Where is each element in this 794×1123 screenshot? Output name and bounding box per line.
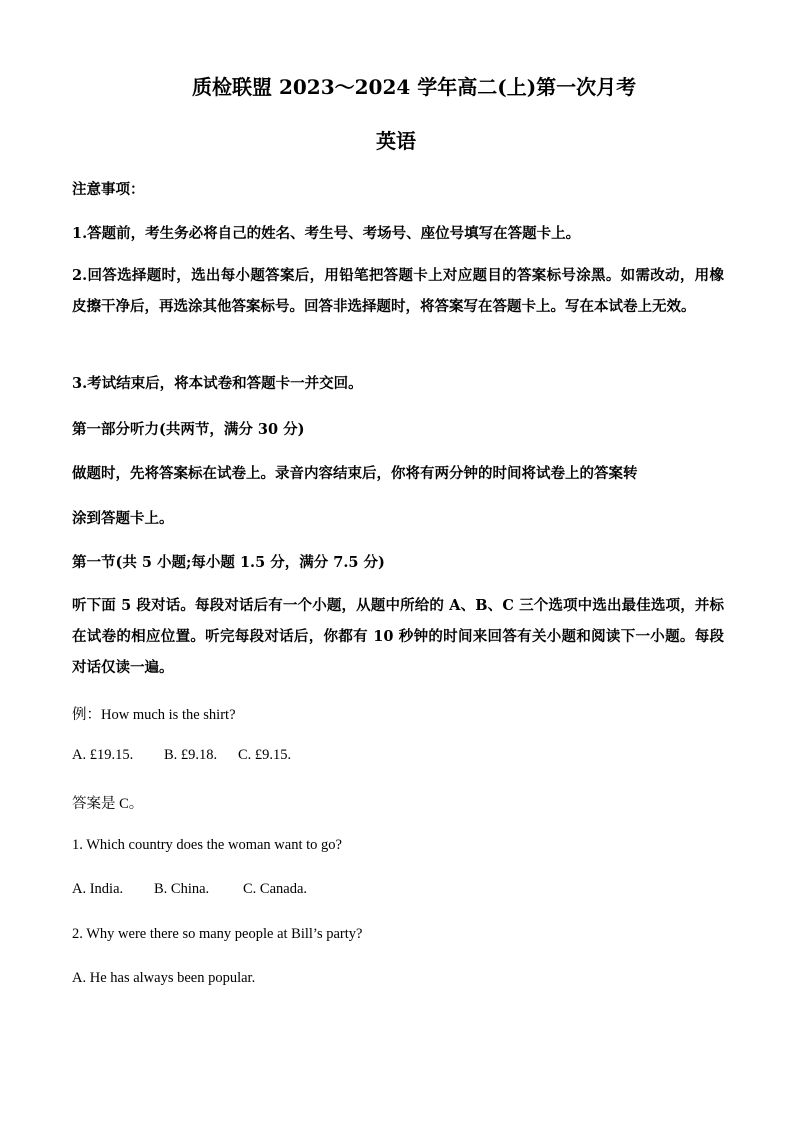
question-2-option-a: A. He has always been popular.: [72, 970, 256, 986]
part1-instruction-line1: 做题时，先将答案标在试卷上。录音内容结束后，你将有两分钟的时间将试卷上的答案转: [72, 465, 638, 482]
question-1-option-a: A. India.: [72, 881, 124, 897]
notice-item-1: 1.答题前，考生务必将自己的姓名、考生号、考场号、座位号填写在答题卡上。: [72, 225, 581, 242]
question-1: 1. Which country does the woman want to go?: [72, 837, 342, 853]
subject-title: 英语: [376, 129, 416, 153]
part1-instruction-line2: 涂到答题卡上。: [72, 510, 174, 527]
example-answer: 答案是 C。: [72, 796, 144, 812]
part1-heading: 第一部分听力(共两节，满分 30 分): [72, 421, 305, 438]
example-option-b: B. £9.18.: [164, 747, 218, 763]
example-option-c: C. £9.15.: [238, 747, 292, 763]
notice-item-3: 3.考试结束后，将本试卷和答题卡一并交回。: [72, 375, 363, 392]
question-1-option-c: C. Canada.: [243, 881, 308, 897]
example-question: 例：How much is the shirt?: [72, 707, 236, 723]
example-option-a: A. £19.15.: [72, 747, 134, 763]
exam-title: 质检联盟 2023～2024 学年高二(上)第一次月考: [192, 75, 637, 99]
question-1-option-b: B. China.: [154, 881, 210, 897]
section1-heading: 第一节(共 5 小题;每小题 1.5 分，满分 7.5 分): [72, 554, 385, 571]
notice-item-2: 2.回答选择题时，选出每小题答案后，用铅笔把答题卡上对应题目的答案标号涂黑。如需改动，用橡皮擦干净后，再选涂其他答案标号。回答非选择题时，将答案写在答题卡上。写在本试卷上无效。: [72, 267, 724, 315]
notice-heading: 注意事项：: [72, 181, 145, 198]
section1-instruction: 听下面 5 段对话。每段对话后有一个小题，从题中所给的 A、B、C 三个选项中选出最佳选项，并标在试卷的相应位置。听完每段对话后，你都有 10 秒钟的时间来回答有关小题和阅读下一小题。每段对话仅读一遍。: [72, 597, 724, 676]
question-2: 2. Why were there so many people at Bill’s party?: [72, 926, 363, 942]
